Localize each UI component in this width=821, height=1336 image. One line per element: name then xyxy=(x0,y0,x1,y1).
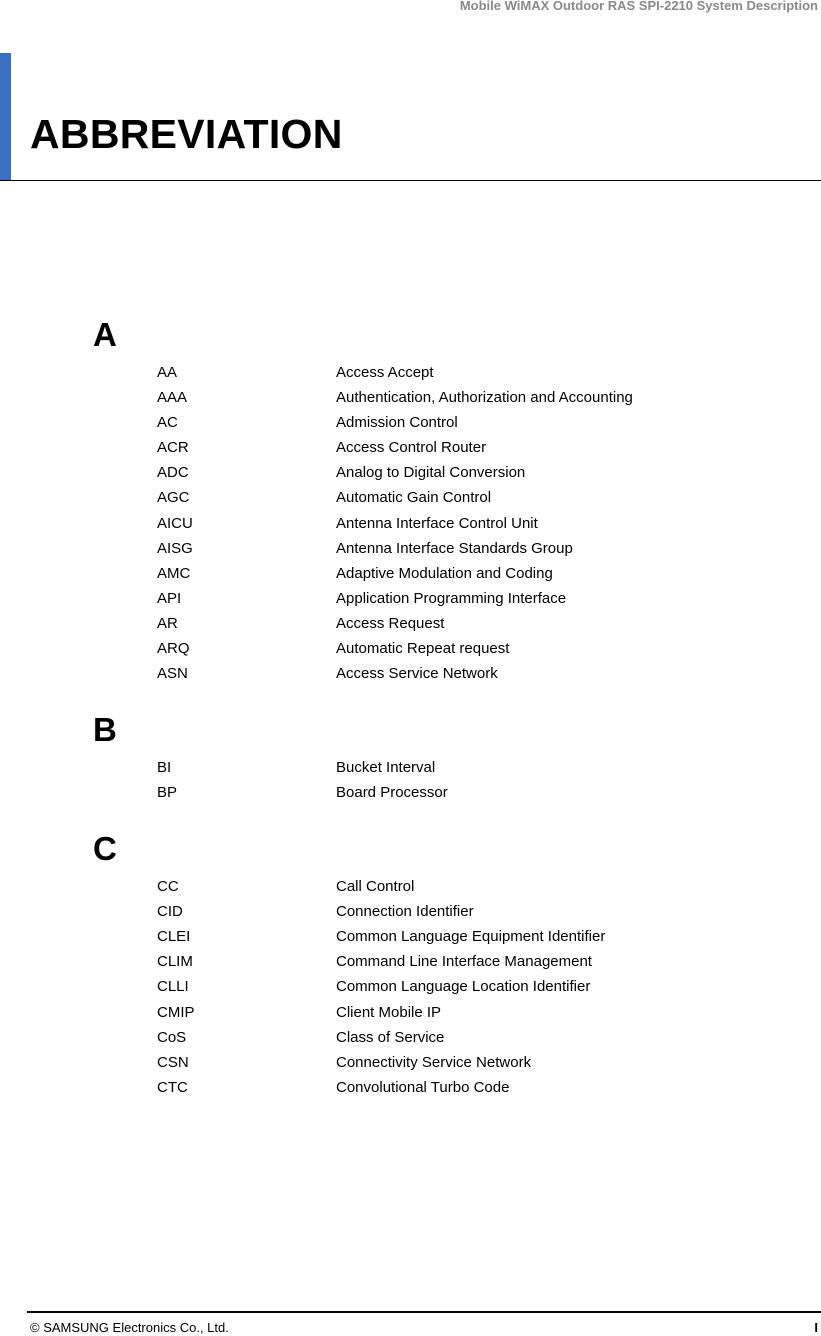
definition: Automatic Gain Control xyxy=(336,489,492,506)
section-heading-b: B xyxy=(93,711,117,748)
definition: Client Mobile IP xyxy=(336,1004,442,1021)
footer-page-number: I xyxy=(814,1320,818,1335)
abbreviation: CLEI xyxy=(157,928,191,945)
abbreviation: CC xyxy=(157,878,179,895)
definition: Application Programming Interface xyxy=(336,590,567,607)
abbreviation-row xyxy=(0,412,821,434)
definition: Board Processor xyxy=(336,784,448,801)
abbreviation-row xyxy=(0,976,821,998)
abbreviation-row xyxy=(0,513,821,535)
abbreviation: ARQ xyxy=(157,640,190,657)
abbreviation-row xyxy=(0,563,821,585)
definition: Common Language Equipment Identifier xyxy=(336,928,606,945)
abbreviation-row xyxy=(0,387,821,409)
abbreviation: BP xyxy=(157,784,178,801)
abbreviation-row xyxy=(0,487,821,509)
definition: Access Request xyxy=(336,615,445,632)
definition: Convolutional Turbo Code xyxy=(336,1079,510,1096)
definition: Automatic Repeat request xyxy=(336,640,510,657)
abbreviation-row xyxy=(0,901,821,923)
abbreviation-row xyxy=(0,588,821,610)
definition: Command Line Interface Management xyxy=(336,953,592,970)
definition: Authentication, Authorization and Accounting xyxy=(336,389,633,406)
abbreviation: ACR xyxy=(157,439,189,456)
abbreviation: CTC xyxy=(157,1079,188,1096)
abbreviation: ADC xyxy=(157,464,189,481)
abbreviation-row xyxy=(0,1027,821,1049)
abbreviation: BI xyxy=(157,759,172,776)
definition: Antenna Interface Control Unit xyxy=(336,515,538,532)
abbreviation-row xyxy=(0,613,821,635)
abbreviation: CLIM xyxy=(157,953,193,970)
definition: Bucket Interval xyxy=(336,759,436,776)
definition: Analog to Digital Conversion xyxy=(336,464,526,481)
title-accent-bar xyxy=(0,53,11,180)
abbreviation-row xyxy=(0,362,821,384)
footer-copyright: © SAMSUNG Electronics Co., Ltd. xyxy=(30,1320,229,1335)
section-heading-a: A xyxy=(93,316,117,353)
definition: Access Control Router xyxy=(336,439,487,456)
abbreviation-row xyxy=(0,1002,821,1024)
abbreviation-row xyxy=(0,462,821,484)
definition: Class of Service xyxy=(336,1029,445,1046)
abbreviation: AGC xyxy=(157,489,190,506)
abbreviation-row xyxy=(0,1077,821,1099)
abbreviation-row xyxy=(0,876,821,898)
abbreviation: AA xyxy=(157,364,178,381)
abbreviation: AICU xyxy=(157,515,193,532)
footer-divider xyxy=(27,1311,821,1313)
abbreviation: CoS xyxy=(157,1029,187,1046)
definition: Access Accept xyxy=(336,364,434,381)
definition: Connectivity Service Network xyxy=(336,1054,532,1071)
definition: Access Service Network xyxy=(336,665,498,682)
abbreviation-row xyxy=(0,663,821,685)
abbreviation-row xyxy=(0,951,821,973)
abbreviation: API xyxy=(157,590,182,607)
definition: Adaptive Modulation and Coding xyxy=(336,565,553,582)
abbreviation: CMIP xyxy=(157,1004,195,1021)
abbreviation-row xyxy=(0,757,821,779)
abbreviation-row xyxy=(0,538,821,560)
abbreviation: AAA xyxy=(157,389,188,406)
definition: Connection Identifier xyxy=(336,903,474,920)
page-title: ABBREVIATION xyxy=(30,111,343,157)
abbreviation: ASN xyxy=(157,665,188,682)
section-heading-c: C xyxy=(93,830,117,867)
definition: Call Control xyxy=(336,878,415,895)
definition: Common Language Location Identifier xyxy=(336,978,591,995)
abbreviation-row xyxy=(0,926,821,948)
abbreviation: CLLI xyxy=(157,978,189,995)
definition: Antenna Interface Standards Group xyxy=(336,540,573,557)
abbreviation: AISG xyxy=(157,540,193,557)
abbreviation-row xyxy=(0,437,821,459)
abbreviation: CSN xyxy=(157,1054,189,1071)
title-divider xyxy=(0,180,821,181)
abbreviation-row xyxy=(0,638,821,660)
running-header: Mobile WiMAX Outdoor RAS SPI-2210 System Description xyxy=(459,0,818,13)
abbreviation: AMC xyxy=(157,565,191,582)
abbreviation: AR xyxy=(157,615,178,632)
definition: Admission Control xyxy=(336,414,458,431)
abbreviation-row xyxy=(0,1052,821,1074)
abbreviation-row xyxy=(0,782,821,804)
abbreviation: CID xyxy=(157,903,183,920)
abbreviation: AC xyxy=(157,414,178,431)
